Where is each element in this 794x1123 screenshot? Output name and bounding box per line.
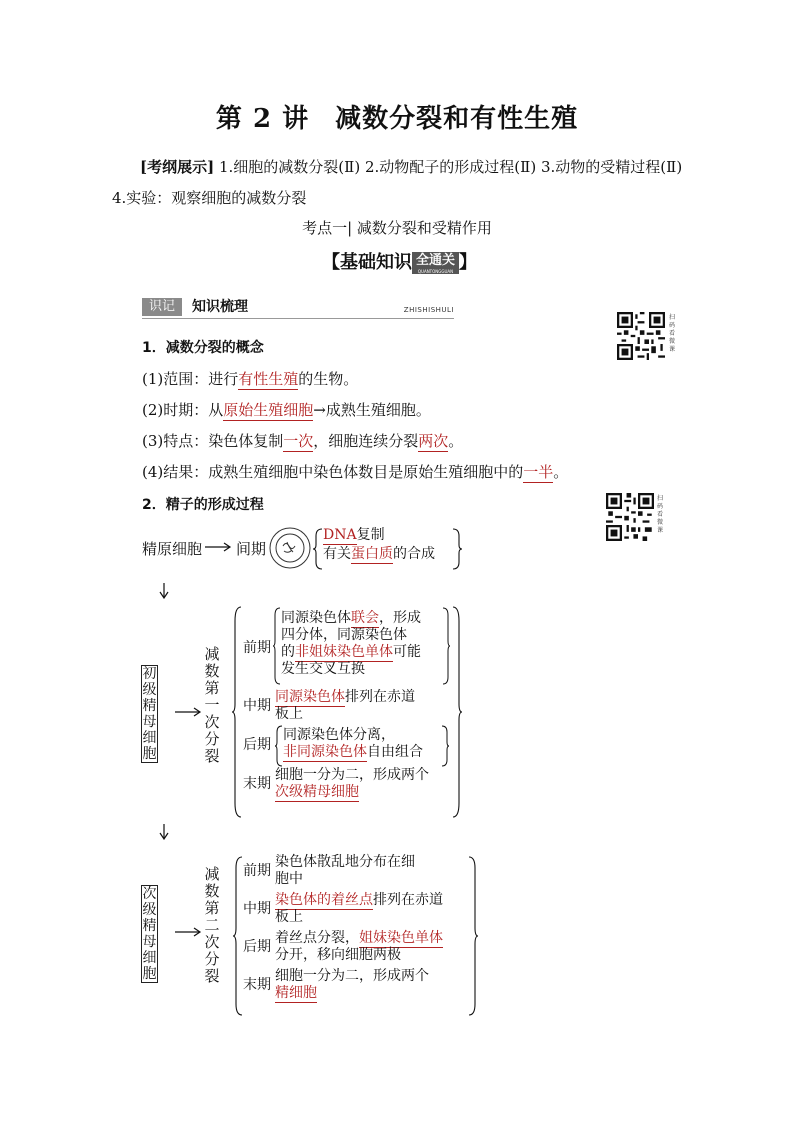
banner-right: 】: [459, 252, 478, 273]
mi-anaphase-label: 后期: [243, 737, 271, 753]
answer-blank: 非同源染色体: [283, 744, 367, 760]
answer-blank: 蛋白质: [351, 546, 393, 562]
mi-telophase-text: 细胞一分为二，形成两个 次级精母细胞: [275, 767, 429, 800]
answer-blank: 精细胞: [275, 985, 317, 1001]
mi-metaphase-text: 同源染色体排列在赤道 板上: [275, 689, 415, 722]
right-brace-icon: [441, 725, 449, 767]
answer-blank: 有性生殖: [238, 370, 299, 388]
mii-metaphase-text: 染色体的着丝点排列在赤道 板上: [275, 892, 443, 925]
right-brace-icon: [442, 607, 450, 685]
left-brace-icon: [232, 606, 242, 818]
mii-prophase-label: 前期: [243, 863, 271, 879]
qr-code-icon[interactable]: [617, 312, 665, 360]
mi-metaphase-label: 中期: [243, 698, 271, 714]
answer-blank: 次级精母细胞: [275, 784, 359, 800]
interphase-label: 间期: [236, 540, 267, 558]
arrow-down-icon: [158, 583, 170, 599]
meiosis-one-label: 减数第一次分裂: [204, 645, 220, 765]
mi-telophase-label: 末期: [243, 776, 271, 792]
mii-anaphase-label: 后期: [243, 939, 271, 955]
secondary-spermatocyte-box: 次级精母细胞: [142, 886, 157, 982]
cell-nucleus-icon: [268, 526, 312, 570]
left-brace-icon: [275, 725, 283, 767]
concept-period: (2)时期：从原始生殖细胞→成熟生殖细胞。: [142, 401, 431, 419]
answer-blank: 两次: [418, 432, 449, 450]
left-brace-icon: [233, 856, 243, 1016]
banner-left: 【基础知识: [322, 252, 412, 273]
primary-spermatocyte-box: 初级精母细胞: [142, 666, 157, 762]
answer-blank: 原始生殖细胞: [223, 401, 314, 419]
mii-telophase-label: 末期: [243, 977, 271, 993]
banner-badge-sub: QUANTONGGUAN: [417, 269, 454, 274]
answer-blank: 一半: [523, 463, 554, 481]
arrow-down-icon: [158, 824, 170, 840]
meiosis-two-label: 减数第二次分裂: [204, 865, 220, 985]
right-brace-icon: [452, 606, 462, 818]
answer-blank: 非姐妹染色单体: [295, 644, 393, 660]
answer-blank: 同源染色体: [275, 689, 345, 705]
answer-blank: 染色体的着丝点: [275, 892, 373, 908]
banner-badge: [412, 252, 459, 274]
page-title: [0, 98, 794, 135]
concept-range: (1)范围：进行有性生殖的生物。: [142, 370, 359, 388]
section-banner: [322, 248, 477, 274]
answer-blank: 一次: [283, 432, 314, 450]
section-badge: 识记: [142, 298, 182, 316]
qr-caption: 扫码看微课: [657, 495, 664, 534]
mii-telophase-text: 细胞一分为二，形成两个 精细胞: [275, 968, 429, 1001]
lecture-number: 第 2 讲: [215, 104, 310, 134]
mii-prophase-text: 染色体散乱地分布在细 胞中: [275, 854, 415, 887]
syllabus-item: 2.动物配子的形成过程(Ⅱ): [364, 158, 537, 176]
arrow-right-icon: [205, 540, 235, 554]
kaodian-heading: 考点一| 减数分裂和受精作用: [302, 219, 492, 237]
syllabus-item: 3.动物的受精过程(Ⅱ): [540, 158, 683, 176]
right-brace-icon: [452, 528, 462, 570]
banner-badge-text: 全通关: [416, 253, 456, 268]
answer-blank: 姐妹染色单体: [359, 930, 443, 946]
syllabus-tag: [考纲展示]: [140, 158, 215, 176]
mi-prophase-text: 同源染色体联会，形成 四分体，同源染色体 的非姐妹染色单体可能 发生交叉互换: [281, 610, 421, 677]
concept-heading: 1．减数分裂的概念: [142, 340, 264, 356]
mii-metaphase-label: 中期: [243, 901, 271, 917]
qr-caption: 扫码看微课: [669, 314, 676, 353]
qr-code-icon[interactable]: [606, 493, 654, 541]
section-sub: ZHISHISHULI: [403, 306, 454, 314]
arrow-right-icon: [175, 706, 203, 718]
concept-result: (4)结果：成熟生殖细胞中染色体数目是原始生殖细胞中的一半。: [142, 463, 569, 481]
mi-prophase-label: 前期: [243, 640, 271, 656]
knowledge-section-bar: [142, 298, 454, 319]
mi-anaphase-text: 同源染色体分离， 非同源染色体自由组合: [283, 727, 423, 760]
sperm-heading: 2．精子的形成过程: [142, 497, 264, 513]
right-brace-icon: [468, 856, 478, 1016]
answer-blank: DNA: [323, 527, 357, 543]
concept-feature: (3)特点：染色体复制一次，细胞连续分裂两次。: [142, 432, 464, 450]
syllabus-paragraph: [112, 152, 684, 214]
left-brace-icon: [273, 607, 281, 685]
interphase-dna: DNA复制: [323, 527, 385, 543]
section-label: 知识梳理: [192, 299, 248, 315]
mii-anaphase-text: 着丝点分裂，姐妹染色单体 分开，移向细胞两极: [275, 930, 443, 963]
lecture-topic: 减数分裂和有性生殖: [335, 104, 579, 134]
syllabus-item: 4.实验：观察细胞的减数分裂: [112, 189, 307, 207]
interphase-protein: 有关蛋白质的合成: [323, 546, 435, 562]
left-brace-icon: [313, 528, 323, 570]
syllabus-item: 1.细胞的减数分裂(Ⅱ): [218, 158, 361, 176]
answer-blank: 联会: [351, 610, 379, 626]
arrow-right-icon: [175, 926, 203, 938]
spermatogonium-label: 精原细胞: [142, 540, 203, 558]
